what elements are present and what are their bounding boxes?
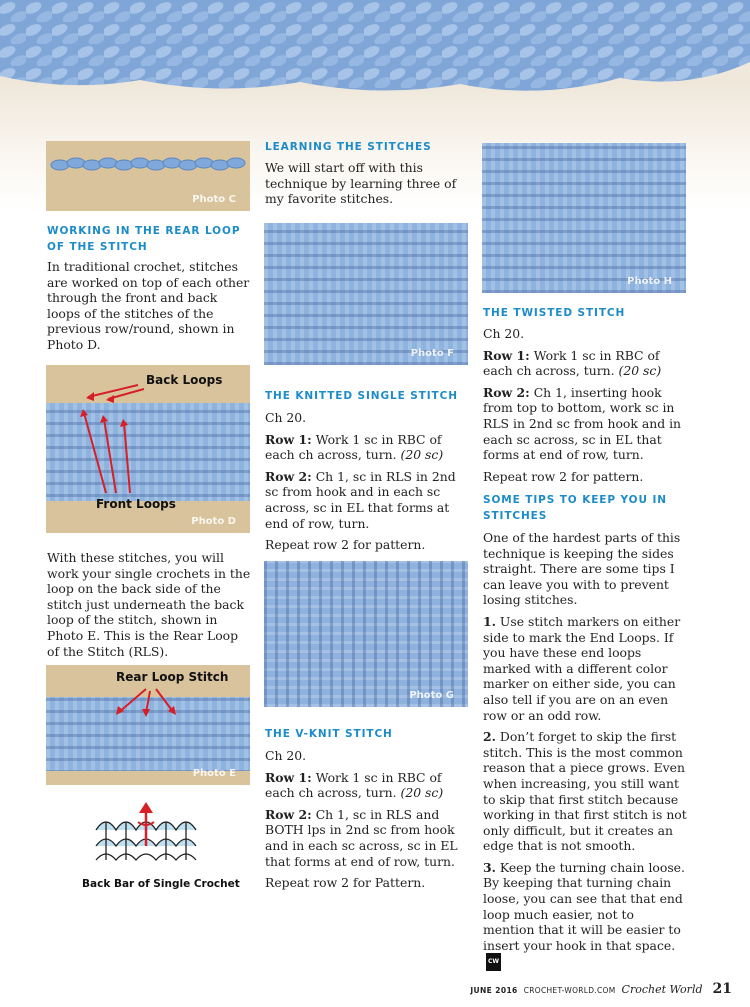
knitted-row1-label: Row 1: (265, 431, 312, 447)
front-loops-label: Front Loops (96, 497, 176, 511)
photo-e (46, 665, 250, 785)
vknit-row2-text: Ch 1, sc in RLS and BOTH lps in 2nd sc from hook and in each sc across, sc in EL that forms at end of row, turn. (265, 806, 458, 869)
knitted-ch: Ch 20. (265, 410, 307, 425)
tip-2 (483, 729, 688, 854)
tip-2-text: Don’t forget to skip the first stitch. This is the most common reason that a piece grows. Even when increasing, you still want to skip that first stitch because working in that first stitch is not only difficult, but it creates an edge that is not smooth. (483, 729, 687, 854)
twisted-row2-label: Row 2: (483, 384, 530, 400)
vknit-ch: Ch 20. (265, 748, 307, 763)
photo-c (46, 141, 250, 211)
twisted-row2 (483, 385, 688, 463)
knitted-row1-text: Work 1 sc in RBC of each ch across, turn. (265, 431, 442, 463)
tips-heading: SOME TIPS TO KEEP YOU IN STITCHES (483, 494, 667, 522)
knitted-row1-count: (20 sc) (400, 447, 444, 463)
page-footer (470, 981, 732, 997)
tip-1-num: 1. (483, 613, 496, 629)
twisted-instructions (483, 326, 688, 484)
col2-heading: LEARNING THE STITCHES (265, 141, 432, 153)
knitted-heading: THE KNITTED SINGLE STITCH (265, 390, 458, 402)
knitted-row2-label: Row 2: (265, 468, 312, 484)
twisted-ch: Ch 20. (483, 326, 525, 341)
photo-c-label: Photo C (192, 194, 236, 205)
col1-heading: WORKING IN THE REAR LOOP OF THE STITCH (47, 225, 241, 253)
cw-end-logo: CW (486, 953, 501, 971)
photo-g-label: Photo G (409, 690, 454, 701)
tips-intro: One of the hardest parts of this technique is keeping the sides straight. There are some tips I can leave you with to prevent losing stitches. (483, 530, 681, 608)
photo-d-label: Photo D (191, 516, 236, 527)
footer-date: JUNE 2016 (470, 986, 518, 995)
photo-d (46, 365, 250, 533)
rear-loop-stitch-label: Rear Loop Stitch (116, 670, 229, 684)
twisted-row1 (483, 348, 688, 379)
col2-intro: We will start off with this technique by learning three of my favorite stitches. (265, 160, 457, 207)
tips-body (483, 530, 688, 971)
photo-g (264, 561, 468, 707)
tip-3-num: 3. (483, 859, 496, 875)
vknit-instructions (265, 748, 470, 891)
hero-yarn-image (0, 0, 750, 100)
footer-magazine: Crochet World (621, 983, 703, 996)
back-bar-diagram (90, 800, 210, 866)
twisted-heading: THE TWISTED STITCH (483, 307, 626, 319)
knitted-row2-text: Ch 1, sc in RLS in 2nd sc from hook and in each sc across, sc in EL that forms at end of row, turn. (265, 468, 456, 531)
vknit-row1-text: Work 1 sc in RBC of each ch across, turn. (265, 769, 442, 801)
col1-para1: In traditional crochet, stitches are worked on top of each other through the front and back loops of the stitches of the previous row/round, shown in Photo D. (47, 259, 250, 352)
tip-3 (483, 860, 688, 971)
knitted-instructions (265, 410, 470, 553)
diagram-caption: Back Bar of Single Crochet (82, 878, 240, 890)
knitted-row2 (265, 469, 470, 531)
photo-e-label: Photo E (192, 768, 236, 779)
back-loops-label: Back Loops (146, 373, 223, 387)
photo-f (264, 223, 468, 365)
vknit-row1 (265, 770, 470, 801)
photo-h-label: Photo H (627, 276, 672, 287)
footer-url[interactable]: CROCHET-WORLD.COM (523, 986, 616, 995)
vknit-row2-label: Row 2: (265, 806, 312, 822)
twisted-row1-text: Work 1 sc in RBC of each ch across, turn. (483, 347, 660, 379)
vknit-repeat: Repeat row 2 for Pattern. (265, 875, 426, 891)
vknit-row1-count: (20 sc) (400, 785, 444, 801)
twisted-row2-text: Ch 1, inserting hook from top to bottom, work sc in RLS in 2nd sc from hook and in each sc across, sc in EL that forms at end of row, turn. (483, 384, 682, 463)
vknit-row2 (265, 807, 470, 869)
twisted-row1-label: Row 1: (483, 347, 530, 363)
knitted-row1 (265, 432, 470, 463)
page-number: 21 (712, 981, 732, 997)
twisted-row1-count: (20 sc) (618, 363, 662, 379)
tip-1-text: Use stitch markers on either side to mark the End Loops. If you have these end loops marked with a different color marker on either side, you can also tell if you are on an even row or an odd row. (483, 613, 681, 723)
vknit-heading: THE V-KNIT STITCH (265, 728, 393, 740)
col1-para2: With these stitches, you will work your single crochets in the loop on the back side of the stitch just underneath the back loop of the stitch, shown in Photo E. This is the Rear Loop of the Stitch (RLS). (47, 550, 251, 659)
photo-f-label: Photo F (410, 348, 454, 359)
knitted-repeat: Repeat row 2 for pattern. (265, 537, 426, 553)
vknit-row1-label: Row 1: (265, 769, 312, 785)
tip-1 (483, 614, 688, 723)
twisted-repeat: Repeat row 2 for pattern. (483, 468, 644, 484)
photo-h (482, 143, 686, 293)
tip-2-num: 2. (483, 729, 496, 745)
tip-3-text: Keep the turning chain loose. By keeping that turning chain loose, you can see that that end loop much easier, not to mention that it will be easier to insert your hook in that space. (483, 859, 685, 953)
